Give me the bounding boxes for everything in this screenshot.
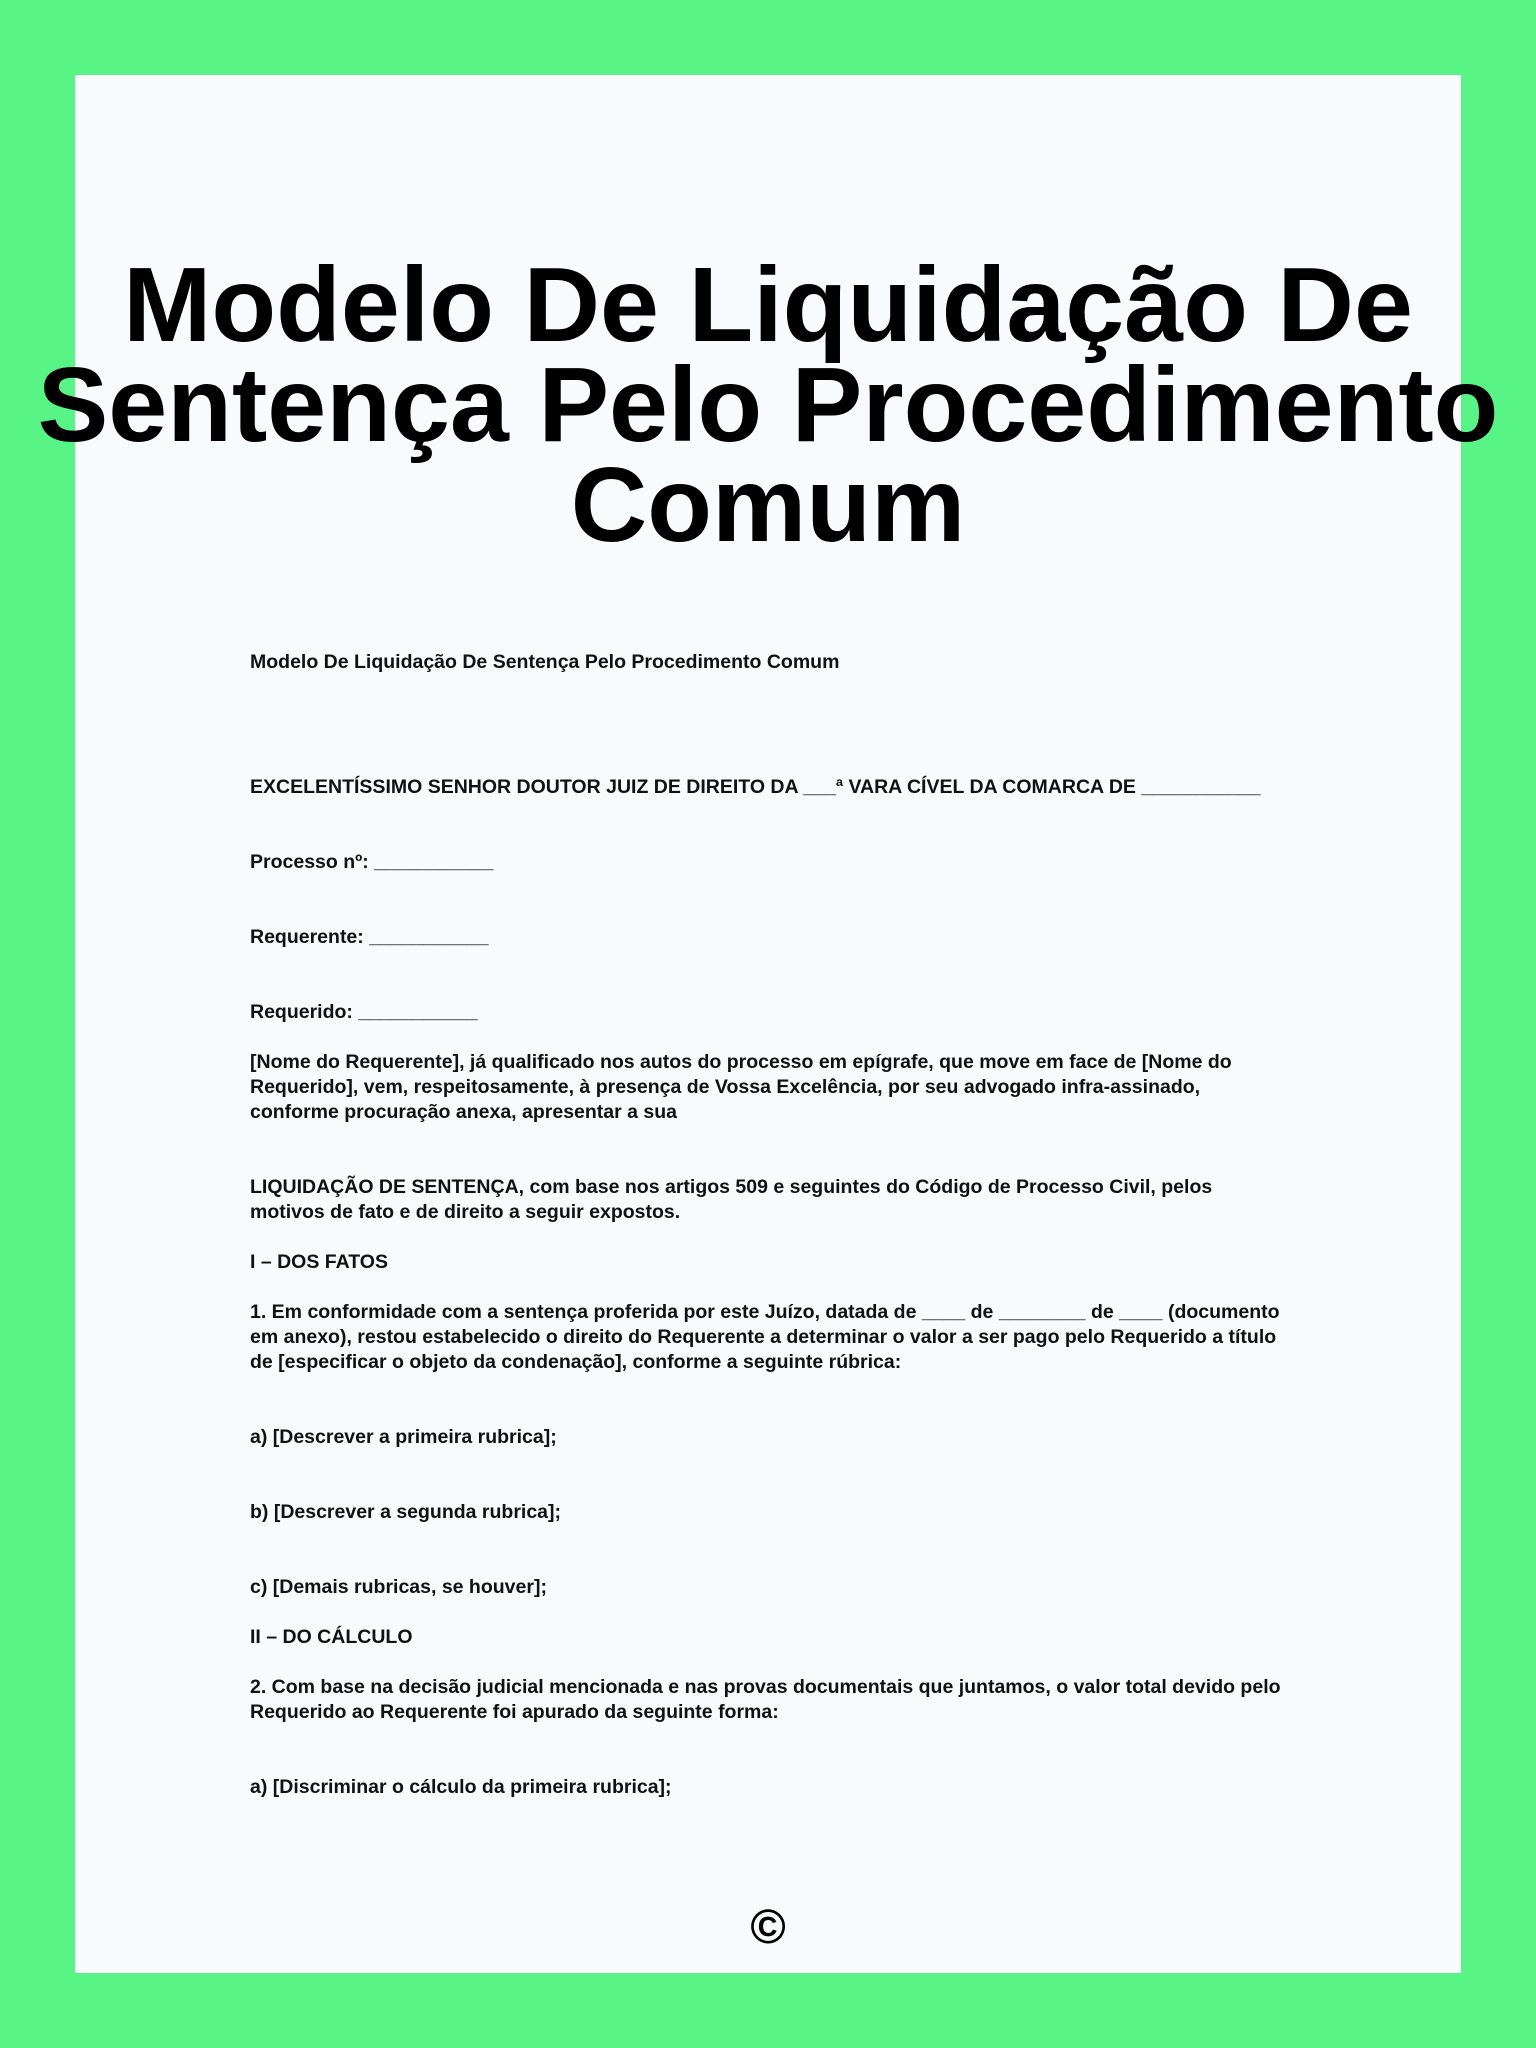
liquidation-paragraph: LIQUIDAÇÃO DE SENTENÇA, com base nos artigos 509 e seguintes do Código de Processo Civil, pelos motivos de fato e de direito a seguir expostos. xyxy=(250,1176,1213,1223)
plaintiff-line: Requerente: ___________ xyxy=(250,926,489,948)
calculation-paragraph: 2. Com base na decisão judicial mencionada e nas provas documentais que juntamos, o valor total devido pelo Requerido ao Requerente foi apurado da seguinte forma: xyxy=(250,1676,1281,1723)
intro-paragraph: [Nome do Requerente], já qualificado nos autos do processo em epígrafe, que move em face de [Nome do Requerido], vem, respeitosamente, à presença de Vossa Excelência, por seu advogado infra-assinado, conforme procuração anexa, apresentar a sua xyxy=(250,1051,1232,1123)
list-item: a) [Discriminar o cálculo da primeira rubrica]; xyxy=(250,1776,672,1798)
addressee-line: EXCELENTÍSSIMO SENHOR DOUTOR JUIZ DE DIREITO DA ___ª VARA CÍVEL DA COMARCA DE ___________ xyxy=(250,776,1261,798)
defendant-line: Requerido: ___________ xyxy=(250,1001,478,1023)
copyright-icon: © xyxy=(750,1901,786,1954)
facts-paragraph: 1. Em conformidade com a sentença proferida por este Juízo, datada de ____ de ________ de ____ (documento em anexo), restou estabelecido o direito do Requerente a determinar o valor a ser pago pelo Requerido a título de [especificar o objeto da condenação], conforme a seguinte rúbrica: xyxy=(250,1301,1280,1373)
process-number-line: Processo nº: ___________ xyxy=(250,851,494,873)
list-item: b) [Descrever a segunda rubrica]; xyxy=(250,1501,562,1523)
list-item: a) [Descrever a primeira rubrica]; xyxy=(250,1426,557,1448)
section-heading-facts: I – DOS FATOS xyxy=(250,1251,388,1273)
list-item: c) [Demais rubricas, se houver]; xyxy=(250,1576,547,1598)
page-title: Modelo De Liquidação De Sentença Pelo Procedimento Comum xyxy=(37,246,1499,564)
document-heading: Modelo De Liquidação De Sentença Pelo Procedimento Comum xyxy=(250,651,840,673)
section-heading-calculation: II – DO CÁLCULO xyxy=(250,1626,413,1648)
